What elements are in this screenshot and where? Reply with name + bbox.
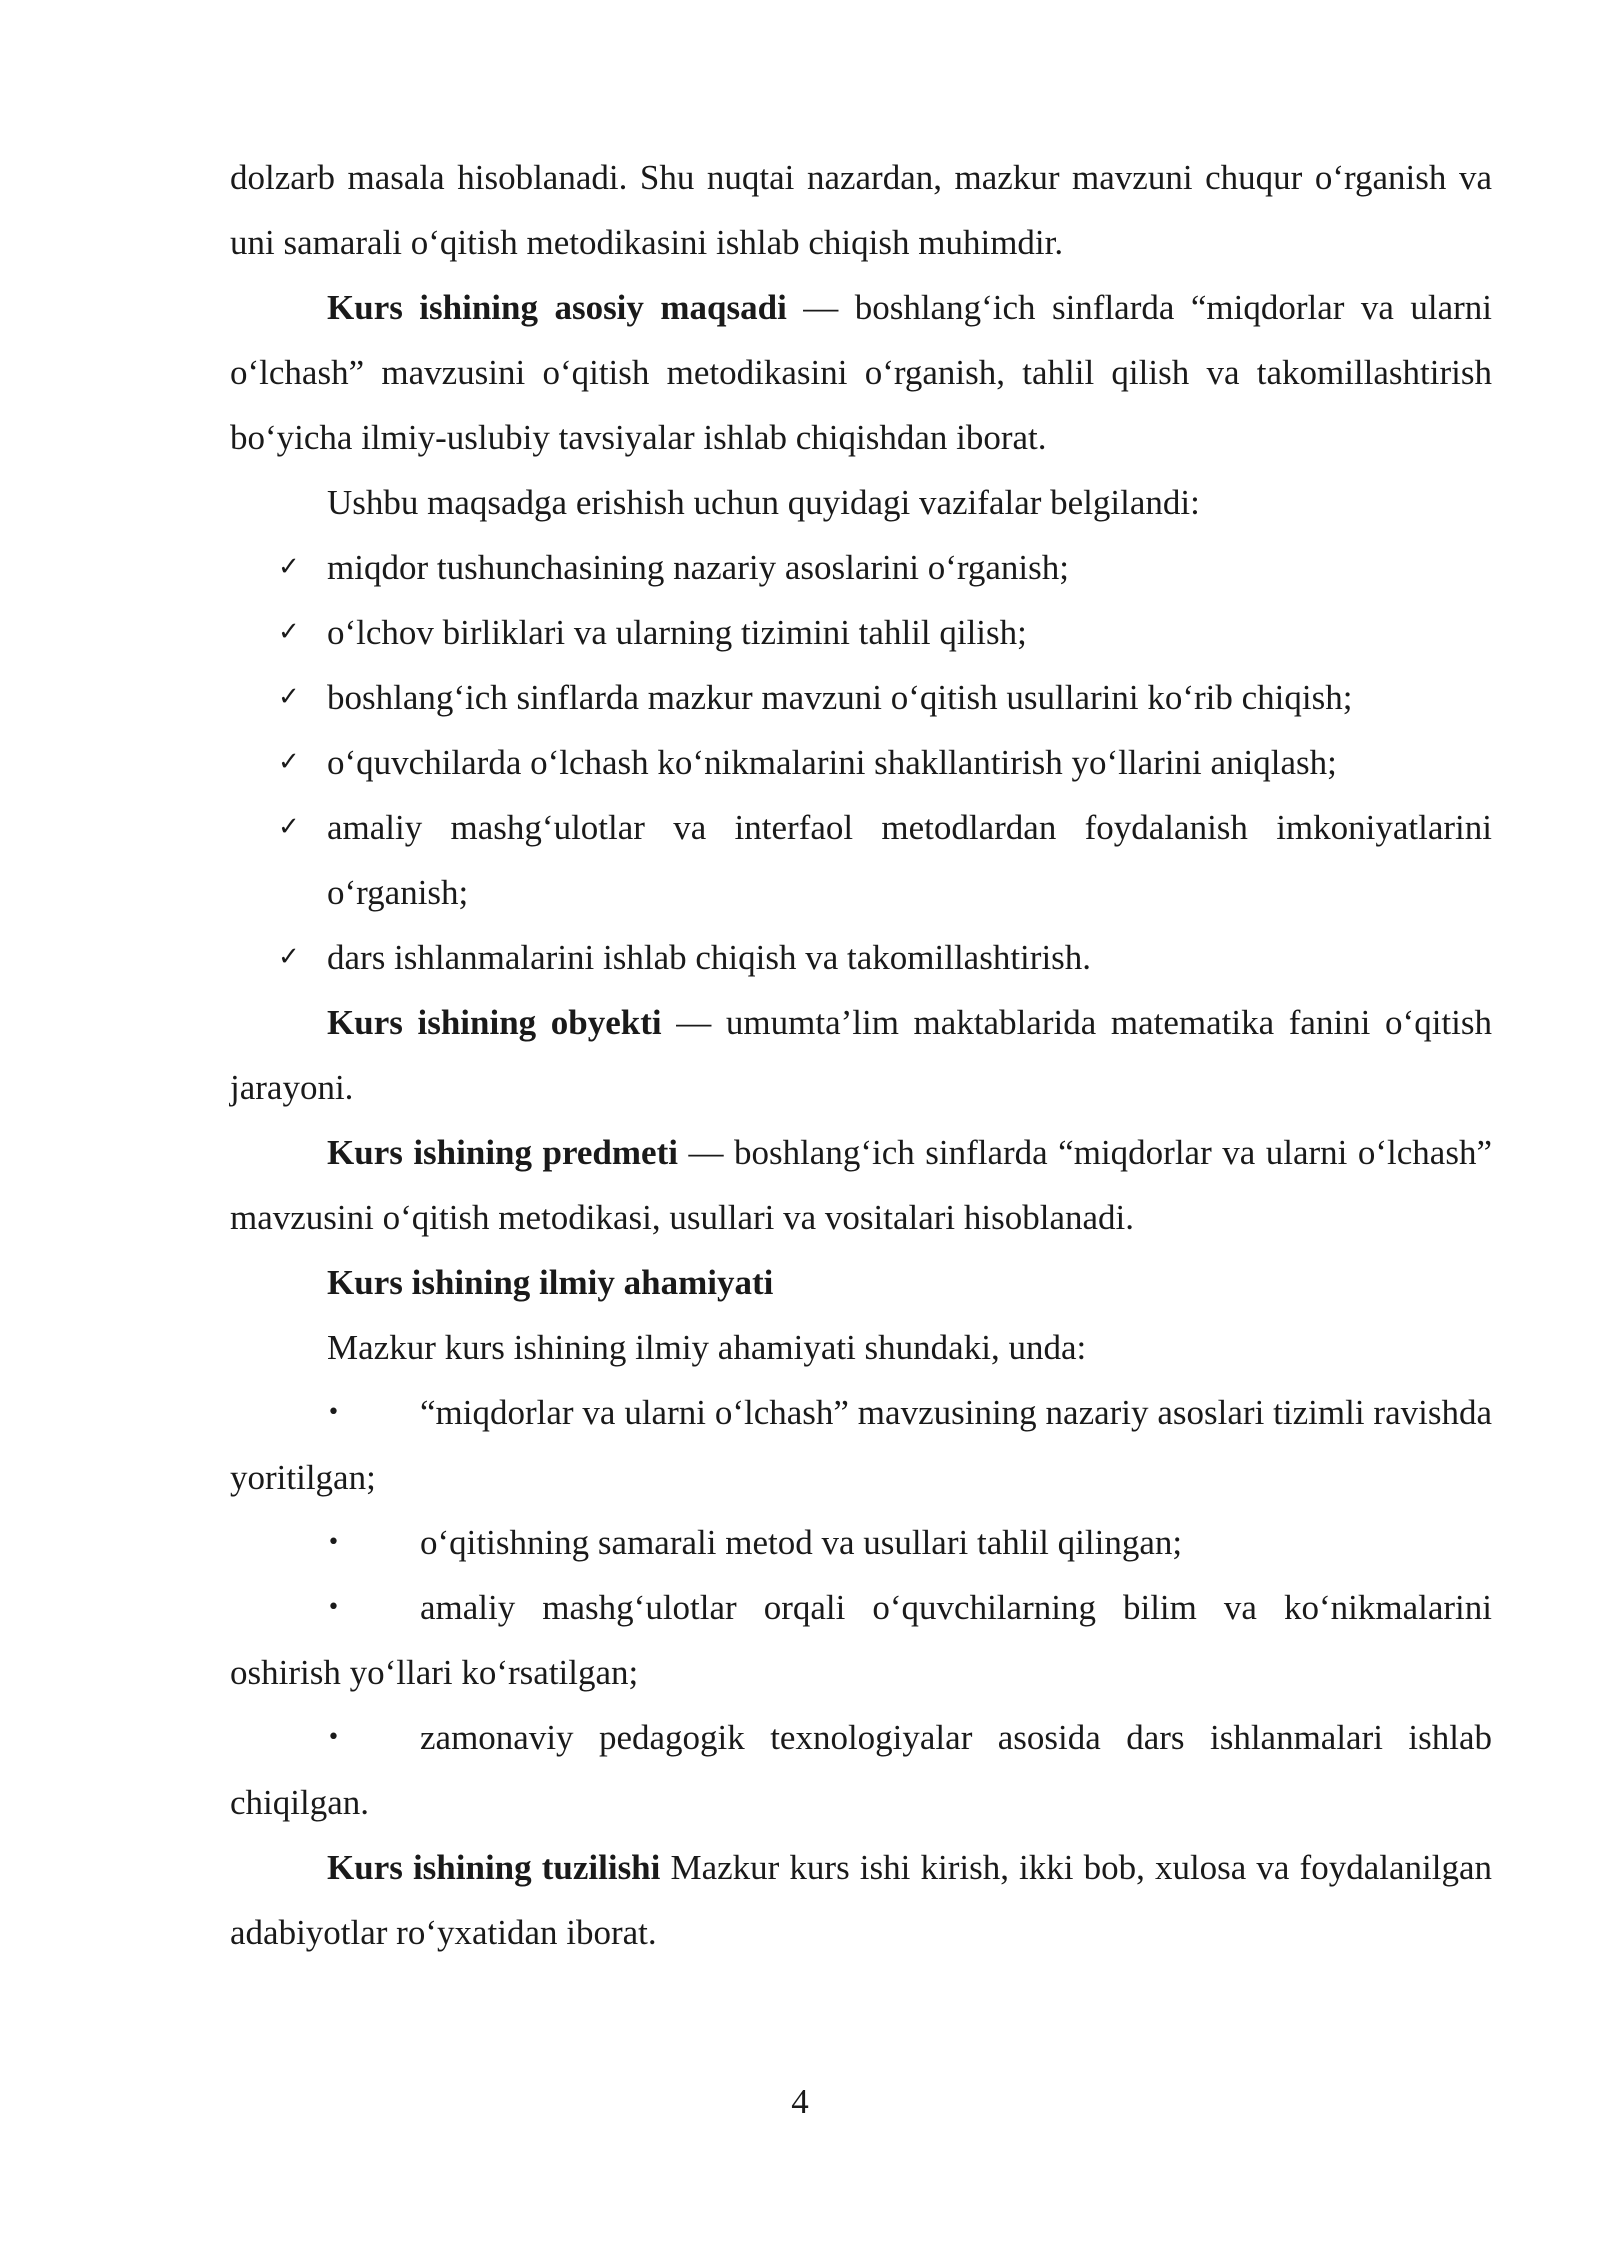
bullet-list-item <box>230 1380 1492 1510</box>
check-list-item-text: miqdor tushunchasining nazariy asoslarini o‘rganish; <box>327 548 1069 587</box>
ahamiyat-intro-text: Mazkur kurs ishining ilmiy ahamiyati shundaki, unda: <box>327 1328 1087 1367</box>
bullet-list-item <box>230 1510 1492 1575</box>
bullet-list-item-text: “miqdorlar va ularni o‘lchash” mavzusining nazariy asoslari tizimli ravishda yoritilgan; <box>230 1393 1492 1497</box>
bullet-list-item-text: o‘qitishning samarali metod va usullari tahlil qilingan; <box>420 1523 1183 1562</box>
check-list-item <box>230 535 1492 600</box>
bullet-list-item <box>230 1705 1492 1835</box>
check-list-item-text: amaliy mashg‘ulotlar va interfaol metodlardan foydalanish imkoniyatlarini o‘rganish; <box>327 808 1492 912</box>
check-list-item <box>230 600 1492 665</box>
bullet-list-item <box>230 1575 1492 1705</box>
ahamiyat-heading-text: Kurs ishining ilmiy ahamiyati <box>327 1263 774 1302</box>
maqsad-text: — boshlang‘ich sinflarda “miqdorlar va ularni o‘lchash” mavzusini o‘qitish metodikasini o‘rganish, tahlil qilish va takomillashtirish bo‘yicha ilmiy-uslubiy tavsiyalar ishlab chiqishdan iborat. <box>230 288 1492 457</box>
bullet-icon: • <box>327 1725 340 1750</box>
check-icon: ✓ <box>278 552 300 582</box>
obyekt-paragraph <box>230 990 1492 1120</box>
check-icon: ✓ <box>278 747 300 777</box>
bullet-icon: • <box>327 1400 340 1425</box>
intro-paragraph <box>230 145 1492 275</box>
tuzilish-text: Mazkur kurs ishi kirish, ikki bob, xulosa va foydalanilgan adabiyotlar ro‘yxatidan iborat. <box>230 1848 1492 1952</box>
check-icon: ✓ <box>278 942 300 972</box>
bullet-icon: • <box>327 1530 340 1555</box>
predmet-lead: Kurs ishining predmeti <box>327 1133 678 1172</box>
check-icon: ✓ <box>278 812 300 842</box>
check-list-item <box>230 665 1492 730</box>
maqsad-paragraph <box>230 275 1492 470</box>
bullet-list-item-text: zamonaviy pedagogik texnologiyalar asosida dars ishlanmalari ishlab chiqilgan. <box>230 1718 1492 1822</box>
predmet-paragraph <box>230 1120 1492 1250</box>
check-list-item <box>230 925 1492 990</box>
document-page <box>230 145 1492 1965</box>
ahamiyat-intro <box>230 1315 1492 1380</box>
obyekt-lead: Kurs ishining obyekti <box>327 1003 662 1042</box>
check-list-item <box>230 795 1492 925</box>
check-icon: ✓ <box>278 617 300 647</box>
obyekt-text: — umumta’lim maktablarida matematika fanini o‘qitish jarayoni. <box>230 1003 1492 1107</box>
maqsad-lead: Kurs ishining asosiy maqsadi <box>327 288 787 327</box>
intro-text: dolzarb masala hisoblanadi. Shu nuqtai nazardan, mazkur mavzuni chuqur o‘rganish va uni samarali o‘qitish metodikasini ishlab chiqish muhimdir. <box>230 158 1492 262</box>
predmet-text: — boshlang‘ich sinflarda “miqdorlar va ularni o‘lchash” mavzusini o‘qitish metodikasi, usullari va vositalari hisoblanadi. <box>230 1133 1492 1237</box>
vazifalar-intro-text: Ushbu maqsadga erishish uchun quyidagi vazifalar belgilandi: <box>327 483 1200 522</box>
bullet-icon: • <box>327 1595 340 1620</box>
ahamiyat-heading <box>230 1250 1492 1315</box>
vazifalar-intro <box>230 470 1492 535</box>
page-number: 4 <box>791 2082 809 2121</box>
tuzilish-lead: Kurs ishining tuzilishi <box>327 1848 661 1887</box>
check-list-item-text: boshlang‘ich sinflarda mazkur mavzuni o‘qitish usullarini ko‘rib chiqish; <box>327 678 1353 717</box>
check-icon: ✓ <box>278 682 300 712</box>
check-list-item <box>230 730 1492 795</box>
tuzilish-paragraph <box>230 1835 1492 1965</box>
bullet-list-item-text: amaliy mashg‘ulotlar orqali o‘quvchilarning bilim va ko‘nikmalarini oshirish yo‘llari ko‘rsatilgan; <box>230 1588 1492 1692</box>
check-list-item-text: o‘quvchilarda o‘lchash ko‘nikmalarini shakllantirish yo‘llarini aniqlash; <box>327 743 1337 782</box>
check-list-item-text: o‘lchov birliklari va ularning tizimini tahlil qilish; <box>327 613 1027 652</box>
check-list-item-text: dars ishlanmalarini ishlab chiqish va takomillashtirish. <box>327 938 1092 977</box>
